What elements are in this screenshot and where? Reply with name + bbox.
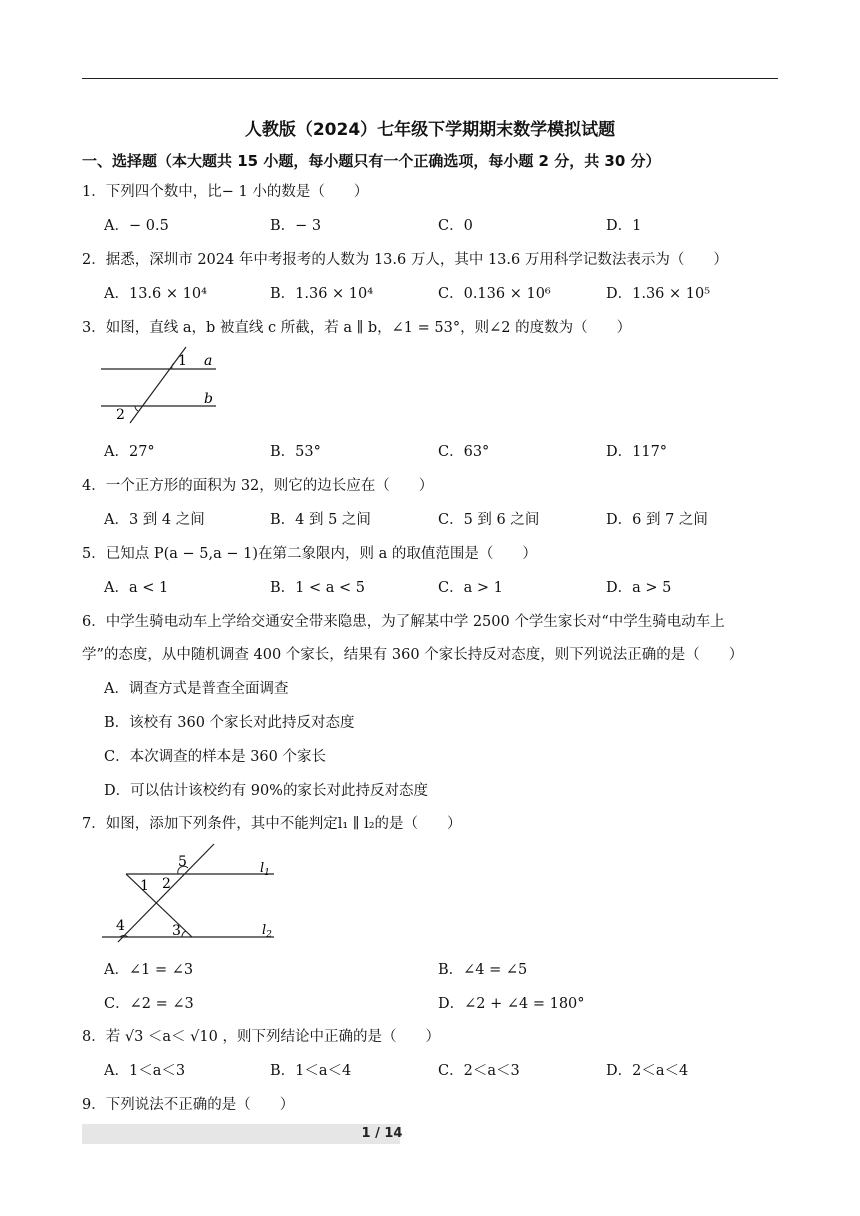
q6-option-b: B．该校有 360 个家长对此持反对态度 (104, 715, 355, 731)
question-9-stem: 9．下列说法不正确的是（ ） (82, 1097, 295, 1113)
angle-3-label: 3 (172, 923, 181, 939)
angle-3-arc (182, 931, 186, 937)
angle-4-label: 4 (116, 918, 125, 934)
question-2-stem: 2．据悉，深圳市 2024 年中考报考的人数为 13.6 万人，其中 13.6 万用科学记数法表示为（ ） (82, 252, 728, 268)
q1-option-d: D．1 (606, 218, 642, 234)
angle-1-arc (172, 363, 174, 369)
q2-option-c: C．0.136 × 10⁶ (438, 286, 551, 302)
header-rule (82, 78, 778, 79)
q7-figure (98, 840, 280, 950)
q5-option-a: A．a < 1 (104, 580, 169, 596)
q3-option-d: D．117° (606, 444, 668, 460)
q5-option-b: B．1 < a < 5 (270, 580, 365, 596)
question-3-stem: 3．如图，直线 a，b 被直线 c 所截，若 a ∥ b，∠1 = 53°，则∠2 的度数为（ ） (82, 320, 632, 336)
transversal-2 (118, 844, 214, 942)
q2-option-b: B．1.36 × 10⁴ (270, 286, 374, 302)
angle-5-label: 5 (178, 854, 187, 870)
question-7-stem: 7．如图，添加下列条件，其中不能判定l₁ ∥ l₂的是（ ） (82, 816, 462, 832)
q7-option-c: C．∠2 = ∠3 (104, 996, 194, 1012)
q7-option-b: B．∠4 = ∠5 (438, 962, 528, 978)
question-8-stem: 8．若 √3 ＜a＜ √10 ，则下列结论中正确的是（ ） (82, 1029, 440, 1045)
q3-option-b: B．53° (270, 444, 321, 460)
line-a-label: a (204, 353, 213, 369)
line-b-label: b (204, 391, 213, 407)
q4-option-c: C．5 到 6 之间 (438, 512, 540, 528)
section-heading: 一、选择题（本大题共 15 小题，每小题只有一个正确选项，每小题 2 分，共 30 分） (82, 152, 661, 170)
page-number: 1 / 14 (361, 1126, 403, 1141)
q8-option-c: C．2＜a＜3 (438, 1063, 520, 1079)
q1-option-b: B．− 3 (270, 218, 322, 234)
q2-option-a: A．13.6 × 10⁴ (104, 286, 207, 302)
question-1-stem: 1．下列四个数中，比− 1 小的数是（ ） (82, 184, 369, 200)
transversal-1 (126, 874, 192, 937)
q6-option-d: D．可以估计该校约有 90%的家长对此持反对态度 (104, 783, 428, 799)
q8-option-b: B．1＜a＜4 (270, 1063, 352, 1079)
q5-option-d: D．a > 5 (606, 580, 672, 596)
question-6-stem-line2: 学”的态度，从中随机调查 400 个家长，结果有 360 个家长持反对态度，则下列说法正确的是（ ） (82, 647, 744, 663)
q3-option-a: A．27° (104, 444, 155, 460)
q2-option-d: D．1.36 × 10⁵ (606, 286, 711, 302)
line-l1-label: $l_1$ (260, 861, 270, 878)
angle-2-label: 2 (162, 876, 171, 892)
line-l2-label: $l_2$ (262, 923, 272, 940)
q3-option-c: C．63° (438, 444, 490, 460)
angle-2-label: 2 (116, 407, 125, 423)
q4-option-d: D．6 到 7 之间 (606, 512, 708, 528)
question-6-stem-line1: 6．中学生骑电动车上学给交通安全带来隐患，为了解某中学 2500 个学生家长对“中学生骑电动车上 (82, 614, 725, 630)
angle-2-arc (135, 406, 138, 411)
angle-1-label: 1 (178, 353, 187, 369)
question-5-stem: 5．已知点 P(a − 5,a − 1)在第二象限内，则 a 的取值范围是（ ） (82, 546, 537, 562)
angle-1-label: 1 (140, 878, 149, 894)
q8-option-d: D．2＜a＜4 (606, 1063, 689, 1079)
q6-option-c: C．本次调查的样本是 360 个家长 (104, 749, 326, 765)
q6-option-a: A．调查方式是普查全面调查 (104, 681, 289, 697)
question-4-stem: 4．一个正方形的面积为 32，则它的边长应在（ ） (82, 478, 434, 494)
q7-option-d: D．∠2 + ∠4 = 180° (438, 996, 585, 1012)
q7-option-a: A．∠1 = ∠3 (104, 962, 194, 978)
page-title: 人教版（2024）七年级下学期期末数学模拟试题 (244, 120, 616, 140)
q1-option-c: C．0 (438, 218, 473, 234)
q4-option-b: B．4 到 5 之间 (270, 512, 371, 528)
q3-figure (98, 343, 228, 429)
q1-option-a: A．− 0.5 (104, 218, 169, 234)
q8-option-a: A．1＜a＜3 (104, 1063, 186, 1079)
q5-option-c: C．a > 1 (438, 580, 503, 596)
q4-option-a: A．3 到 4 之间 (104, 512, 205, 528)
